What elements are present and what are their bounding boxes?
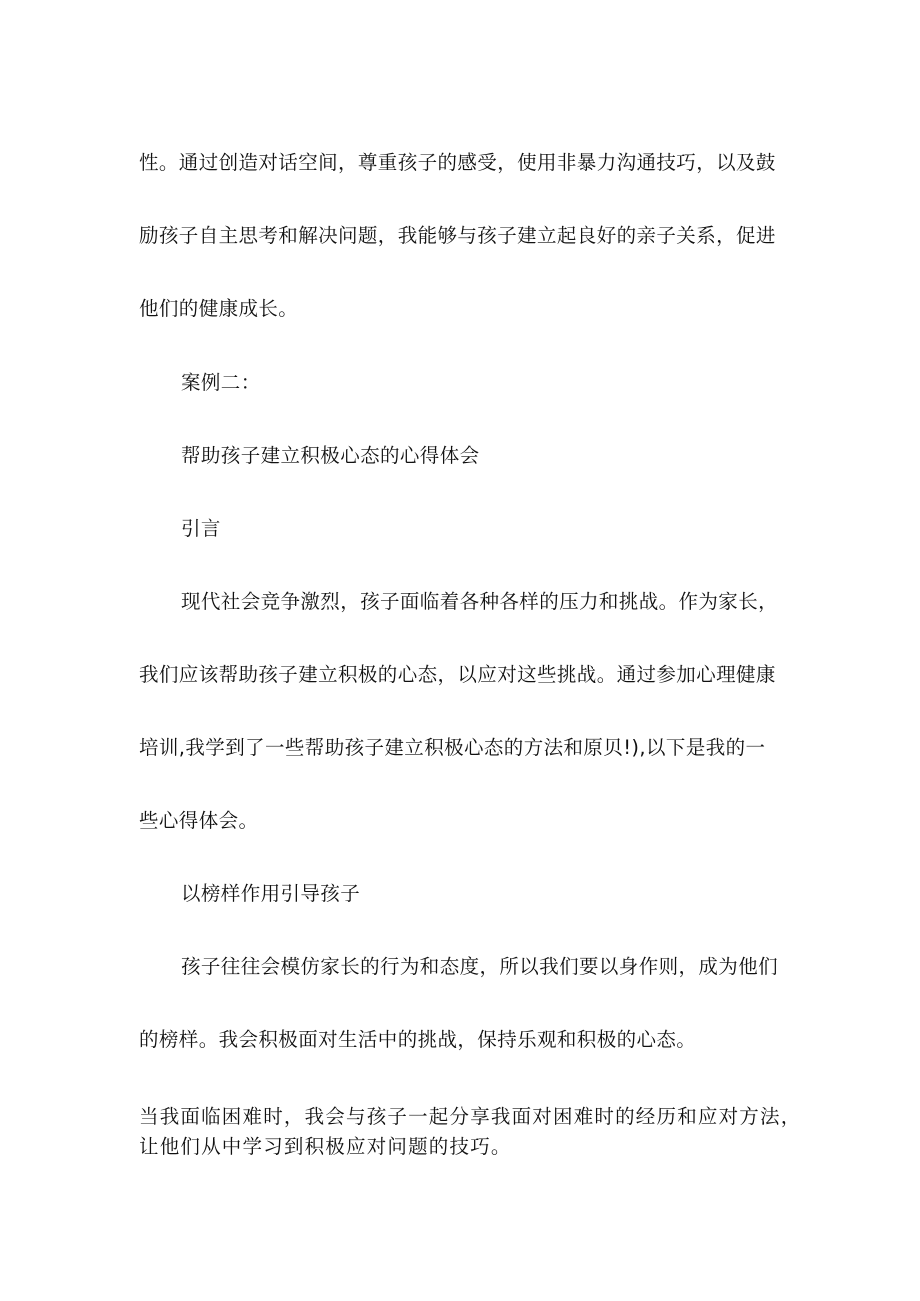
paragraph-line: 励孩子自主思考和解决问题，我能够与孩子建立起良好的亲子关系，促进 [139, 224, 776, 247]
paragraph-line: 孩子往往会模仿家长的行为和态度，所以我们要以身作则，成为他们 [181, 955, 779, 978]
paragraph-line: 性。通过创造对话空间，尊重孩子的感受，使用非暴力沟通技巧，以及鼓 [139, 151, 776, 174]
subheading-introduction: 引言 [181, 517, 221, 540]
paragraph-line: 他们的健康成长。 [139, 297, 299, 320]
case-heading: 案例二： [181, 371, 261, 394]
paragraph-line: 些心得体会。 [139, 809, 259, 832]
paragraph-line: 现代社会竞争激烈，孩子面临着各种各样的压力和挑战。作为家长， [181, 590, 779, 613]
paragraph-line: 让他们从中学习到积极应对问题的技巧。 [139, 1135, 512, 1158]
paragraph-line: 培训,我学到了一些帮助孩子建立积极心态的方法和原贝!),以下是我的一 [139, 736, 766, 759]
paragraph-line: 的榜样。我会积极面对生活中的挑战，保持乐观和积极的心态。 [139, 1028, 697, 1051]
paragraph-line: 当我面临困难时，我会与孩子一起分享我面对困难时的经历和应对方法， [139, 1105, 802, 1128]
paragraph-line: 我们应该帮助孩子建立积极的心态，以应对这些挑战。通过参加心理健康 [139, 663, 776, 686]
section-title: 帮助孩子建立积极心态的心得体会 [181, 444, 480, 467]
subheading-role-model: 以榜样作用引导孩子 [181, 882, 361, 905]
